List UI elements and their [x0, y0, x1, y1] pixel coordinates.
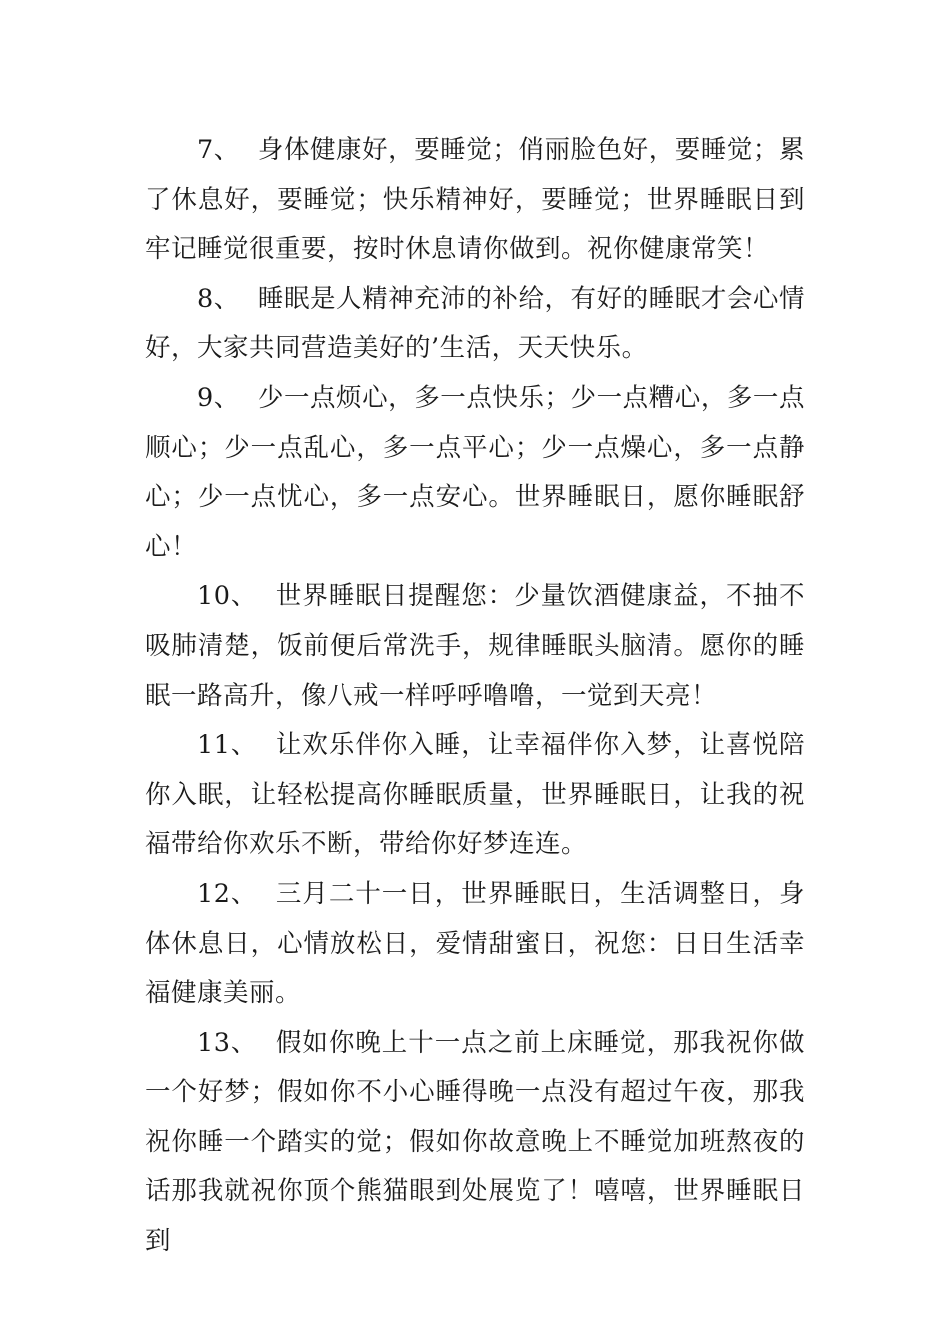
paragraph-number: 8、	[197, 283, 240, 314]
paragraph-number: 7、	[197, 135, 240, 165]
paragraph-12	[145, 870, 805, 1019]
paragraph-number: 10、	[197, 581, 258, 612]
paragraph-8	[145, 275, 805, 374]
paragraph-text: 少一点烦心，多一点快乐；少一点糟心，多一点顺心；少一点乱心，多一点平心；少一点燥心，多一点静心；少一点忧心，多一点安心。世界睡眠日，愿你睡眠舒心！	[145, 382, 805, 562]
paragraph-10	[145, 572, 805, 721]
paragraph-text: 假如你晚上十一点之前上床睡觉，那我祝你做一个好梦；假如你不小心睡得晚一点没有超过午夜，那我祝你睡一个踏实的觉；假如你故意晚上不睡觉加班熬夜的话那我就祝你顶个熊猫眼到处展览了！嘻嘻，世界睡眠日到	[145, 1027, 805, 1257]
paragraph-text: 让欢乐伴你入睡，让幸福伴你入梦，让喜悦陪你入眠，让轻松提高你睡眠质量，世界睡眠日，让我的祝福带给你欢乐不断，带给你好梦连连。	[145, 730, 805, 860]
paragraph-text: 世界睡眠日提醒您：少量饮酒健康益，不抽不吸肺清楚，饭前便后常洗手，规律睡眠头脑清。愿你的睡眠一路高升，像八戒一样呼呼噜噜，一觉到天亮！	[145, 581, 805, 711]
document-body	[145, 126, 805, 1267]
paragraph-9	[145, 374, 805, 572]
paragraph-13	[145, 1019, 805, 1267]
paragraph-text: 睡眠是人精神充沛的补给，有好的睡眠才会心情好，大家共同营造美好的’生活，天天快乐。	[145, 283, 805, 364]
paragraph-text: 三月二十一日，世界睡眠日，生活调整日，身体休息日，心情放松日，爱情甜蜜日，祝您：日日生活幸福健康美丽。	[145, 878, 805, 1009]
paragraph-number: 9、	[197, 382, 240, 413]
paragraph-number: 12、	[197, 878, 258, 909]
paragraph-number: 11、	[197, 730, 258, 761]
paragraph-11	[145, 721, 805, 870]
paragraph-7	[145, 126, 805, 275]
paragraph-number: 13、	[197, 1027, 258, 1058]
paragraph-text: 身体健康好，要睡觉；俏丽脸色好，要睡觉；累了休息好，要睡觉；快乐精神好，要睡觉；世界睡眠日到牢记睡觉很重要，按时休息请你做到。祝你健康常笑！	[145, 135, 805, 265]
